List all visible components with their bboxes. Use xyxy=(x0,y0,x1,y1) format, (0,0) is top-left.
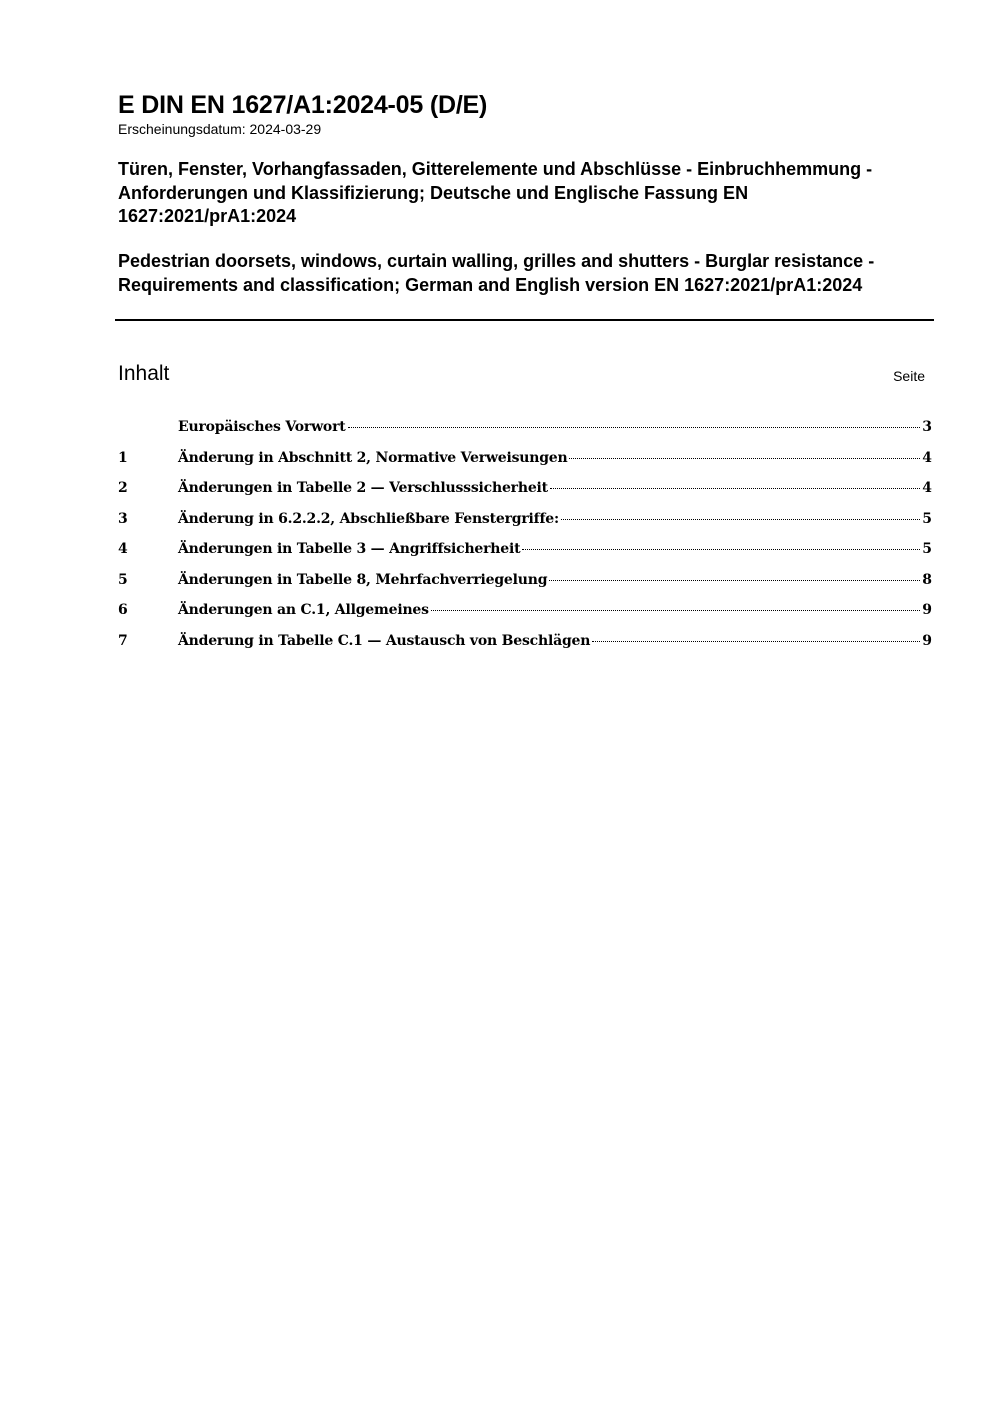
toc-leader-dots xyxy=(550,487,920,489)
toc-entry-page: 4 xyxy=(922,480,932,496)
toc-entry[interactable] xyxy=(118,446,932,477)
toc-entry-title: Änderungen an C.1, Allgemeines xyxy=(178,602,429,618)
toc-entry-number: 1 xyxy=(118,449,128,466)
toc-entry[interactable] xyxy=(118,476,932,507)
toc-entry-number: 5 xyxy=(118,571,128,588)
toc-entry[interactable] xyxy=(118,598,932,629)
toc-leader-dots xyxy=(348,426,921,428)
toc-entry-page: 3 xyxy=(922,419,932,435)
toc-entry-number: 7 xyxy=(118,632,128,649)
toc-heading: Inhalt xyxy=(118,362,170,385)
toc-leader-dots xyxy=(561,518,920,520)
toc-entry-number: 6 xyxy=(118,602,128,618)
document-id: E DIN EN 1627/A1:2024-05 (D/E) xyxy=(118,91,488,119)
table-of-contents xyxy=(118,415,932,659)
toc-leader-dots xyxy=(549,579,920,581)
toc-entry-title: Änderungen in Tabelle 3 — Angriffsicherheit xyxy=(178,541,521,557)
title-german: Türen, Fenster, Vorhangfassaden, Gitterelemente und Abschlüsse - Einbruchhemmung - Anforderungen und Klassifizierung; Deutsche und Englische Fassung EN 1627:2021/prA1:2024 xyxy=(118,159,873,226)
toc-entry[interactable] xyxy=(118,415,932,446)
title-english: Pedestrian doorsets, windows, curtain walling, grilles and shutters - Burglar resistance - Requirements and classification; German and English version EN 1627:2021/prA1:2024 xyxy=(118,251,875,295)
toc-entry-title: Änderungen in Tabelle 8, Mehrfachverriegelung xyxy=(178,571,548,588)
toc-entry-number: 3 xyxy=(118,510,128,527)
toc-entry-title: Europäisches Vorwort xyxy=(178,419,346,435)
toc-entry-number: 4 xyxy=(118,541,128,557)
title-divider xyxy=(115,319,934,321)
toc-page-column-label: Seite xyxy=(893,368,925,384)
toc-entry[interactable] xyxy=(118,629,932,660)
toc-entry[interactable] xyxy=(118,568,932,599)
toc-leader-dots xyxy=(569,457,920,459)
toc-entry-page: 5 xyxy=(922,541,932,557)
toc-leader-dots xyxy=(431,609,920,611)
toc-entry-title: Änderungen in Tabelle 2 — Verschlusssicherheit xyxy=(178,480,548,496)
toc-entry[interactable] xyxy=(118,537,932,568)
toc-entry-page: 5 xyxy=(922,510,932,527)
toc-entry-page: 8 xyxy=(922,571,932,588)
toc-entry-title: Änderung in Tabelle C.1 — Austausch von Beschlägen xyxy=(178,632,591,649)
toc-entry[interactable] xyxy=(118,507,932,538)
toc-entry-page: 9 xyxy=(922,632,932,649)
toc-entry-title: Änderung in Abschnitt 2, Normative Verweisungen xyxy=(178,449,568,466)
toc-entry-title: Änderung in 6.2.2.2, Abschließbare Fenstergriffe: xyxy=(178,510,559,527)
toc-entry-page: 9 xyxy=(922,602,932,618)
toc-leader-dots xyxy=(592,640,920,642)
toc-entry-page: 4 xyxy=(922,449,932,466)
publication-date: Erscheinungsdatum: 2024-03-29 xyxy=(118,121,322,137)
toc-leader-dots xyxy=(522,548,920,550)
toc-entry-number: 2 xyxy=(118,480,128,496)
